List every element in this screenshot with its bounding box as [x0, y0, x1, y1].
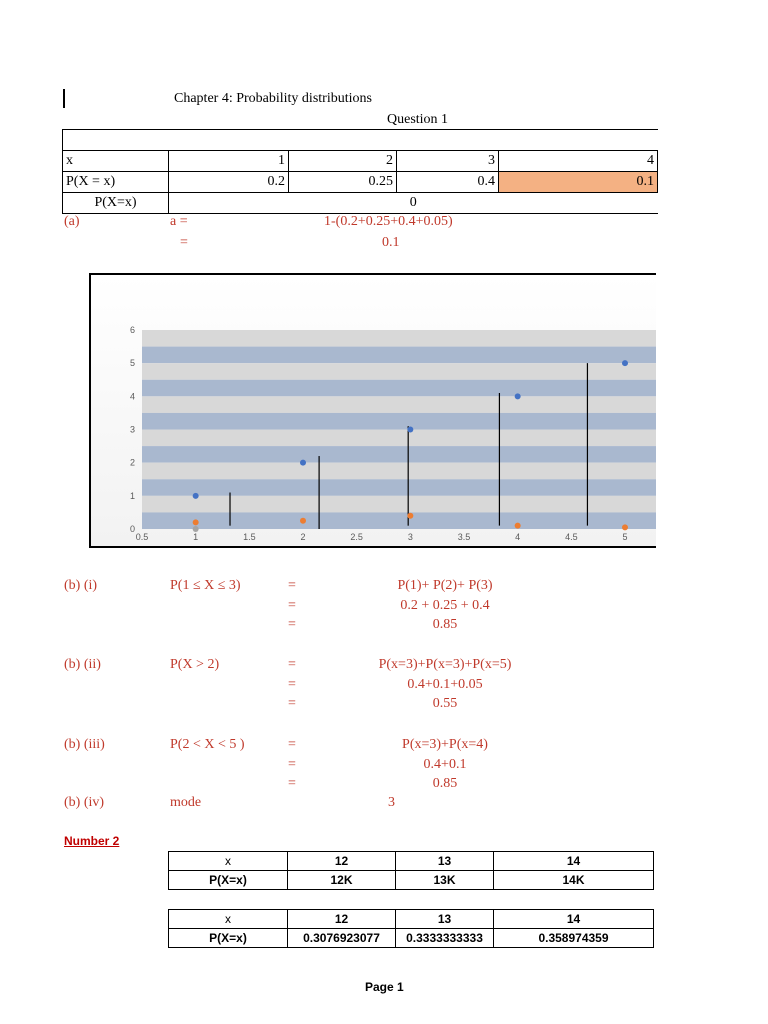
- p-label-cell[interactable]: P(X=x): [169, 871, 288, 890]
- x-cell-1[interactable]: 1: [169, 151, 289, 172]
- chart-band: [142, 446, 656, 463]
- y-tick-label: 2: [129, 457, 135, 468]
- p-cell-12[interactable]: 12K: [288, 871, 396, 890]
- chart-band: [142, 413, 656, 430]
- y-tick-label: 0: [129, 524, 135, 534]
- number2-table-b: [168, 909, 654, 948]
- x-tick-label: 3.5: [457, 532, 471, 542]
- part-b-step: P(x=3)+P(x=3)+P(x=5): [378, 657, 512, 672]
- part-b-equals: =: [288, 676, 296, 692]
- probability-chart[interactable]: [89, 273, 656, 548]
- x-cell-12[interactable]: 12: [288, 910, 396, 929]
- part-b-step: 0.55: [432, 696, 458, 711]
- data-point: [407, 513, 413, 519]
- p-cell-4-selected[interactable]: 0.1: [499, 172, 658, 193]
- y-tick-label: 1: [129, 490, 135, 501]
- part-b-step: P(1)+ P(2)+ P(3): [397, 578, 493, 593]
- chart-plot: [91, 275, 656, 546]
- part-a-expr: 1-(0.2+0.25+0.4+0.05): [324, 214, 453, 229]
- chart-band: [142, 479, 656, 496]
- x-cell-2[interactable]: 2: [289, 151, 397, 172]
- part-b-equals: =: [288, 597, 296, 613]
- x-tick-label: 2.5: [350, 532, 363, 542]
- part-b-step: 0.85: [432, 617, 458, 632]
- data-point: [193, 493, 199, 499]
- part-b-equals: =: [288, 696, 296, 711]
- p-cell-2[interactable]: 0.25: [289, 172, 397, 193]
- part-b-equals: =: [288, 657, 296, 672]
- y-tick-label: 4: [129, 391, 135, 402]
- data-point: [193, 519, 199, 525]
- x-tick-label: 4: [515, 532, 521, 542]
- p-cell-13[interactable]: 13K: [396, 871, 494, 890]
- table-row-x: [63, 151, 658, 172]
- x-tick-label: 1.5: [243, 532, 256, 542]
- p-cell-1[interactable]: 0.2: [169, 172, 289, 193]
- table-row-p: [63, 172, 658, 193]
- x-tick-label: 4.5: [565, 532, 578, 542]
- p-cell-13[interactable]: 0.3333333333: [396, 929, 494, 948]
- x-cell-13[interactable]: 13: [396, 852, 494, 871]
- y-tick-label: 6: [129, 325, 135, 335]
- part-b-step: 0.4+0.1+0.05: [407, 676, 483, 692]
- x-cell-12[interactable]: 12: [288, 852, 396, 871]
- part-b-label: (b) (iii): [64, 737, 105, 752]
- data-point: [300, 518, 306, 524]
- y-tick-label: 3: [129, 424, 135, 435]
- data-point: [300, 460, 306, 466]
- part-b-step: P(x=3)+P(x=4): [402, 737, 488, 752]
- x-cell-3[interactable]: 3: [397, 151, 499, 172]
- p-label-cell[interactable]: P(X=x): [169, 929, 288, 948]
- table-row-blank: [63, 130, 658, 151]
- part-b-label: (b) (ii): [64, 657, 101, 672]
- x-cell-14[interactable]: 14: [494, 910, 654, 929]
- part-a-result: 0.1: [382, 235, 400, 250]
- x-tick-label: 1: [193, 532, 199, 542]
- p-label-cell[interactable]: P(X = x): [63, 172, 169, 193]
- chart-band: [142, 463, 656, 480]
- table-row-p2: [63, 193, 658, 214]
- part-b-expr: P(1 ≤ X ≤ 3): [170, 578, 241, 593]
- chart-band: [142, 380, 656, 397]
- text-cursor: [63, 89, 65, 108]
- part-b-equals: =: [288, 776, 296, 791]
- p-cell-14[interactable]: 0.358974359: [494, 929, 654, 948]
- table-row: [169, 929, 654, 948]
- chart-band: [142, 496, 656, 513]
- data-point: [622, 360, 628, 366]
- chart-band: [142, 363, 656, 380]
- part-b-equals: =: [288, 578, 296, 593]
- y-tick-label: 5: [129, 358, 135, 369]
- part-b-equals: =: [288, 617, 296, 632]
- data-point: [622, 524, 628, 530]
- x-label-cell[interactable]: x: [169, 910, 288, 929]
- part-b-equals: =: [288, 756, 296, 772]
- table-row: [169, 871, 654, 890]
- chart-band: [142, 430, 656, 447]
- part-biv-expr: mode: [170, 795, 202, 810]
- p2-label-cell[interactable]: P(X=x): [63, 193, 169, 214]
- x-cell-14[interactable]: 14: [494, 852, 654, 871]
- part-b-equals: =: [288, 737, 296, 752]
- table-row: [169, 852, 654, 871]
- p-cell-14[interactable]: 14K: [494, 871, 654, 890]
- x-cell-4[interactable]: 4: [499, 151, 658, 172]
- part-b-step: 0.2 + 0.25 + 0.4: [400, 597, 490, 613]
- part-b-step: 0.4+0.1: [423, 756, 467, 772]
- part-a-label: (a): [64, 214, 80, 229]
- part-biv-value: 3: [388, 795, 395, 810]
- x-tick-label: 5: [622, 532, 628, 542]
- part-b-expr: P(2 < X < 5 ): [170, 737, 245, 752]
- page-number: Page 1: [365, 980, 404, 994]
- p2-value-cell[interactable]: 0: [169, 193, 658, 214]
- chart-band: [142, 347, 656, 364]
- number2-table-a: [168, 851, 654, 890]
- x-label-cell[interactable]: x: [63, 151, 169, 172]
- part-b-label: (b) (i): [64, 578, 98, 593]
- table-row: [169, 910, 654, 929]
- number-2-heading: Number 2: [64, 834, 120, 848]
- data-point: [193, 526, 199, 532]
- part-b-expr: P(X > 2): [170, 657, 220, 672]
- part-a-equals: =: [180, 235, 188, 250]
- question-title: Question 1: [387, 112, 449, 127]
- x-cell-13[interactable]: 13: [396, 910, 494, 929]
- chart-band: [142, 396, 656, 413]
- chart-band: [142, 330, 656, 347]
- chart-band: [142, 512, 656, 529]
- p-cell-12[interactable]: 0.3076923077: [288, 929, 396, 948]
- part-b-step: 0.85: [432, 776, 458, 791]
- x-tick-label: 2: [300, 532, 306, 542]
- data-point: [515, 523, 521, 529]
- data-point: [407, 427, 413, 433]
- chapter-title: Chapter 4: Probability distributions: [174, 91, 372, 106]
- p-cell-3[interactable]: 0.4: [397, 172, 499, 193]
- x-tick-label: 3: [407, 532, 413, 542]
- x-tick-label: 0.5: [135, 532, 149, 542]
- x-label-cell[interactable]: x: [169, 852, 288, 871]
- part-a-var: a =: [170, 214, 188, 229]
- data-point: [515, 393, 521, 399]
- part-biv-label: (b) (iv): [64, 795, 105, 810]
- distribution-table: [62, 129, 658, 214]
